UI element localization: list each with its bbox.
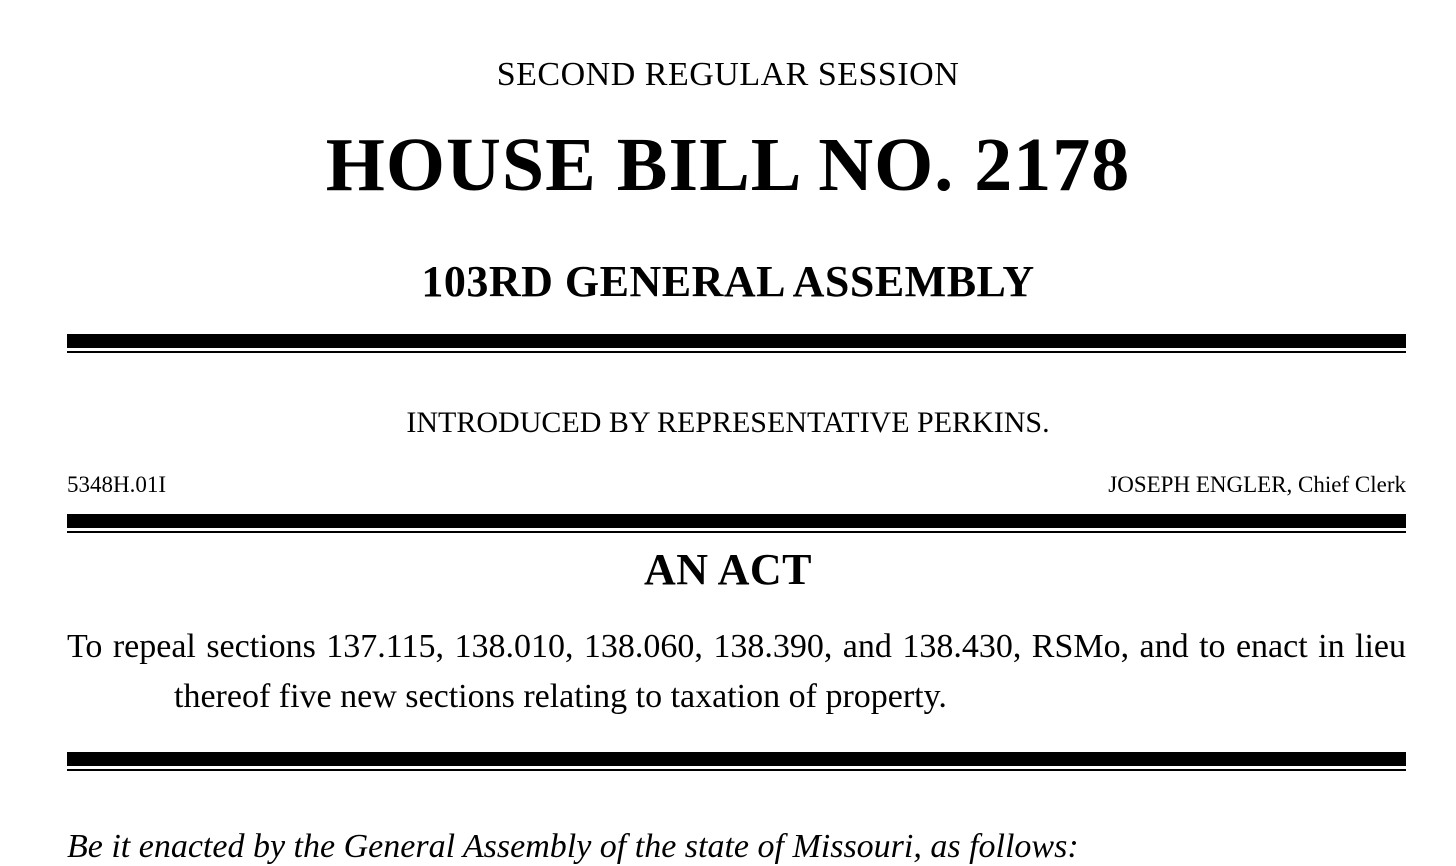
bill-title: HOUSE BILL NO. 2178 — [325, 123, 1131, 207]
divider-rule — [67, 514, 1406, 533]
session-label: SECOND REGULAR SESSION — [496, 56, 960, 93]
divider-rule — [67, 334, 1406, 353]
chief-clerk-line: JOSEPH ENGLER, Chief Clerk — [1108, 472, 1406, 497]
introduced-by-line: INTRODUCED BY REPRESENTATIVE PERKINS. — [406, 406, 1050, 439]
enacting-clause: Be it enacted by the General Assembly of the state of Missouri, as follows: — [67, 828, 1079, 865]
act-description: To repeal sections 137.115, 138.010, 138.060, 138.390, and 138.430, RSMo, and to enact in lieu thereof five new sections relating to taxation of property. — [67, 628, 1406, 715]
document-code: 5348H.01I — [67, 472, 167, 497]
assembly-label: 103RD GENERAL ASSEMBLY — [421, 257, 1035, 306]
act-heading: AN ACT — [643, 545, 813, 594]
divider-rule — [67, 752, 1406, 771]
